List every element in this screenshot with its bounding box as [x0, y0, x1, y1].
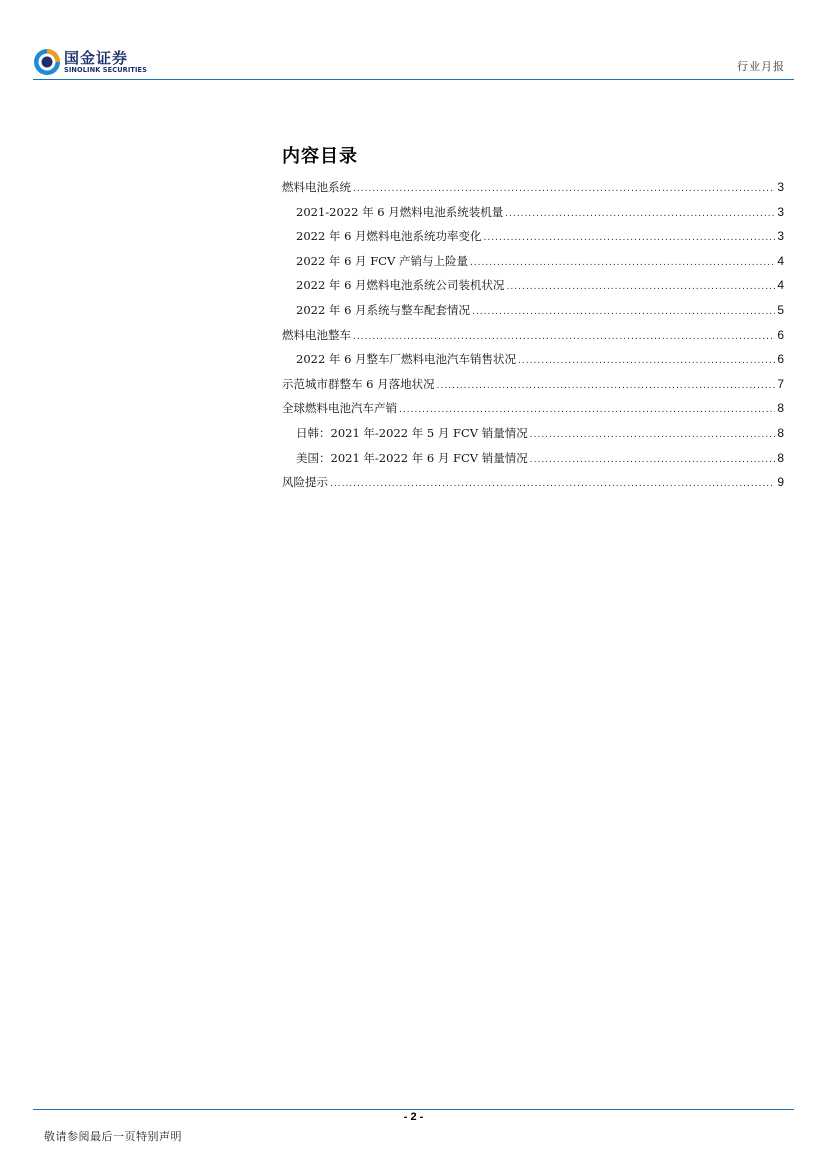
toc-leader-dots	[530, 430, 776, 440]
toc-leader-dots	[505, 209, 775, 219]
toc-leader-dots	[518, 356, 775, 366]
company-logo	[33, 47, 153, 79]
toc-entry-label[interactable]: 2022 年 6 月燃料电池系统功率变化	[296, 229, 482, 244]
toc-entry-label[interactable]: 2022 年 6 月 FCV 产销与上险量	[296, 253, 468, 268]
toc-entry-page[interactable]: 3	[777, 204, 784, 219]
sinolink-logo-icon	[33, 48, 61, 76]
toc-entry-label[interactable]: 2022 年 6 月整车厂燃料电池汽车销售状况	[296, 352, 517, 367]
toc-entry-page[interactable]: 9	[777, 475, 784, 490]
footer-divider	[33, 1109, 794, 1110]
toc-entry-page[interactable]: 8	[777, 425, 784, 440]
toc-entry-label[interactable]: 美国：2021 年-2022 年 6 月 FCV 销量情况	[296, 450, 528, 465]
logo-english-name: SINOLINK SECURITIES	[64, 66, 147, 74]
toc-entry[interactable]	[282, 425, 784, 450]
logo-chinese-name: 国金证券	[64, 49, 129, 67]
toc-entry-label[interactable]: 全球燃料电池汽车产销	[282, 401, 397, 416]
toc-leader-dots	[530, 455, 776, 465]
toc-entry-page[interactable]: 8	[777, 450, 784, 465]
toc-entry[interactable]	[282, 302, 784, 327]
toc-entry-label[interactable]: 示范城市群整车 6 月落地状况	[282, 376, 435, 391]
toc-entry-page[interactable]: 6	[777, 352, 784, 367]
toc-entry[interactable]	[282, 228, 784, 253]
toc-entry-label[interactable]: 燃料电池系统	[282, 180, 351, 194]
toc-entry[interactable]	[282, 474, 784, 499]
toc-leader-dots	[399, 405, 775, 415]
toc-leader-dots	[330, 479, 775, 489]
toc-entry[interactable]	[282, 351, 784, 376]
toc-entry-label[interactable]: 燃料电池整车	[282, 327, 351, 342]
toc-entry[interactable]	[282, 327, 784, 352]
toc-entry-label[interactable]: 风险提示	[282, 475, 328, 490]
toc-entry[interactable]	[282, 277, 784, 302]
toc-leader-dots	[437, 381, 776, 391]
toc-leader-dots	[353, 332, 775, 342]
toc-leader-dots	[484, 233, 776, 243]
toc-entry[interactable]	[282, 204, 784, 229]
toc-entry-page[interactable]: 7	[777, 376, 784, 391]
toc-leader-dots	[507, 282, 776, 292]
header-divider	[33, 79, 794, 80]
toc-entry-label[interactable]: 2021-2022 年 6 月燃料电池系统装机量	[296, 204, 504, 219]
toc-entry-page[interactable]: 5	[777, 302, 784, 317]
toc-entry-label[interactable]: 日韩：2021 年-2022 年 5 月 FCV 销量情况	[296, 425, 528, 440]
toc-entry-page[interactable]: 4	[777, 278, 784, 293]
toc-entry[interactable]	[282, 400, 784, 425]
table-of-contents	[282, 143, 784, 499]
page-header	[0, 0, 827, 80]
toc-leader-dots	[470, 258, 775, 268]
page-number: - 2 -	[403, 1111, 424, 1123]
toc-entry[interactable]	[282, 450, 784, 475]
toc-entry[interactable]	[282, 376, 784, 401]
toc-entry[interactable]	[282, 179, 784, 204]
toc-entry-page[interactable]: 8	[777, 401, 784, 416]
toc-entry-page[interactable]: 3	[777, 180, 784, 194]
toc-leader-dots	[472, 307, 775, 317]
toc-entry-page[interactable]: 3	[777, 229, 784, 244]
toc-list	[282, 179, 784, 499]
toc-leader-dots	[353, 184, 775, 194]
toc-title: 内容目录	[282, 146, 358, 167]
report-type-label: 行业月报	[737, 60, 785, 73]
toc-entry[interactable]	[282, 253, 784, 278]
toc-entry-label[interactable]: 2022 年 6 月燃料电池系统公司装机状况	[296, 278, 505, 293]
toc-entry-page[interactable]: 6	[777, 327, 784, 342]
toc-entry-label[interactable]: 2022 年 6 月系统与整车配套情况	[296, 302, 471, 317]
footer-disclaimer: 敬请参阅最后一页特别声明	[44, 1130, 182, 1143]
toc-entry-page[interactable]: 4	[777, 253, 784, 268]
